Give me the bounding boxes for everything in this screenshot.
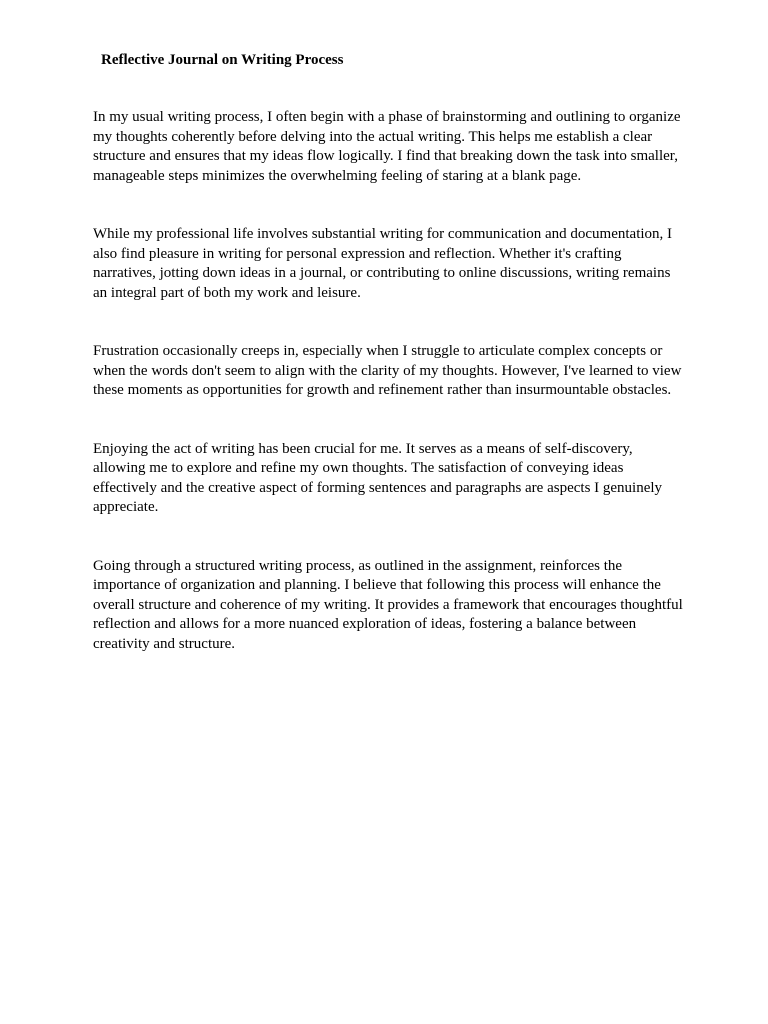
paragraph-3: Frustration occasionally creeps in, especially when I struggle to articulate complex concepts or when the words don't seem to align with the clarity of my thoughts. However, I've learned to view these moments as opportunities for growth and refinement rather than insurmountable obstacles. <box>93 343 682 398</box>
paragraph-1: In my usual writing process, I often begin with a phase of brainstorming and outlining to organize my thoughts coherently before delving into the actual writing. This helps me establish a clear structure and ensures that my ideas flow logically. I find that breaking down the task into smaller, manageable steps minimizes the overwhelming feeling of staring at a blank page. <box>93 109 681 184</box>
document-body <box>93 108 683 693</box>
paragraph-2: While my professional life involves substantial writing for communication and documentation, I also find pleasure in writing for personal expression and reflection. Whether it's crafting narratives, jotting down ideas in a journal, or contributing to online discussions, writing remains an integral part of both my work and leisure. <box>93 226 673 301</box>
document-title: Reflective Journal on Writing Process <box>101 52 344 68</box>
paragraph-5: Going through a structured writing process, as outlined in the assignment, reinforces the importance of organization and planning. I believe that following this process will enhance the overall structure and coherence of my writing. It provides a framework that encourages thoughtful reflection and allows for a more nuanced exploration of ideas, fostering a balance between creativity and structure. <box>93 557 683 652</box>
paragraph-4: Enjoying the act of writing has been crucial for me. It serves as a means of self-discovery, allowing me to explore and refine my own thoughts. The satisfaction of conveying ideas effectively and the creative aspect of forming sentences and paragraphs are aspects I genuinely appreciate. <box>93 440 663 515</box>
